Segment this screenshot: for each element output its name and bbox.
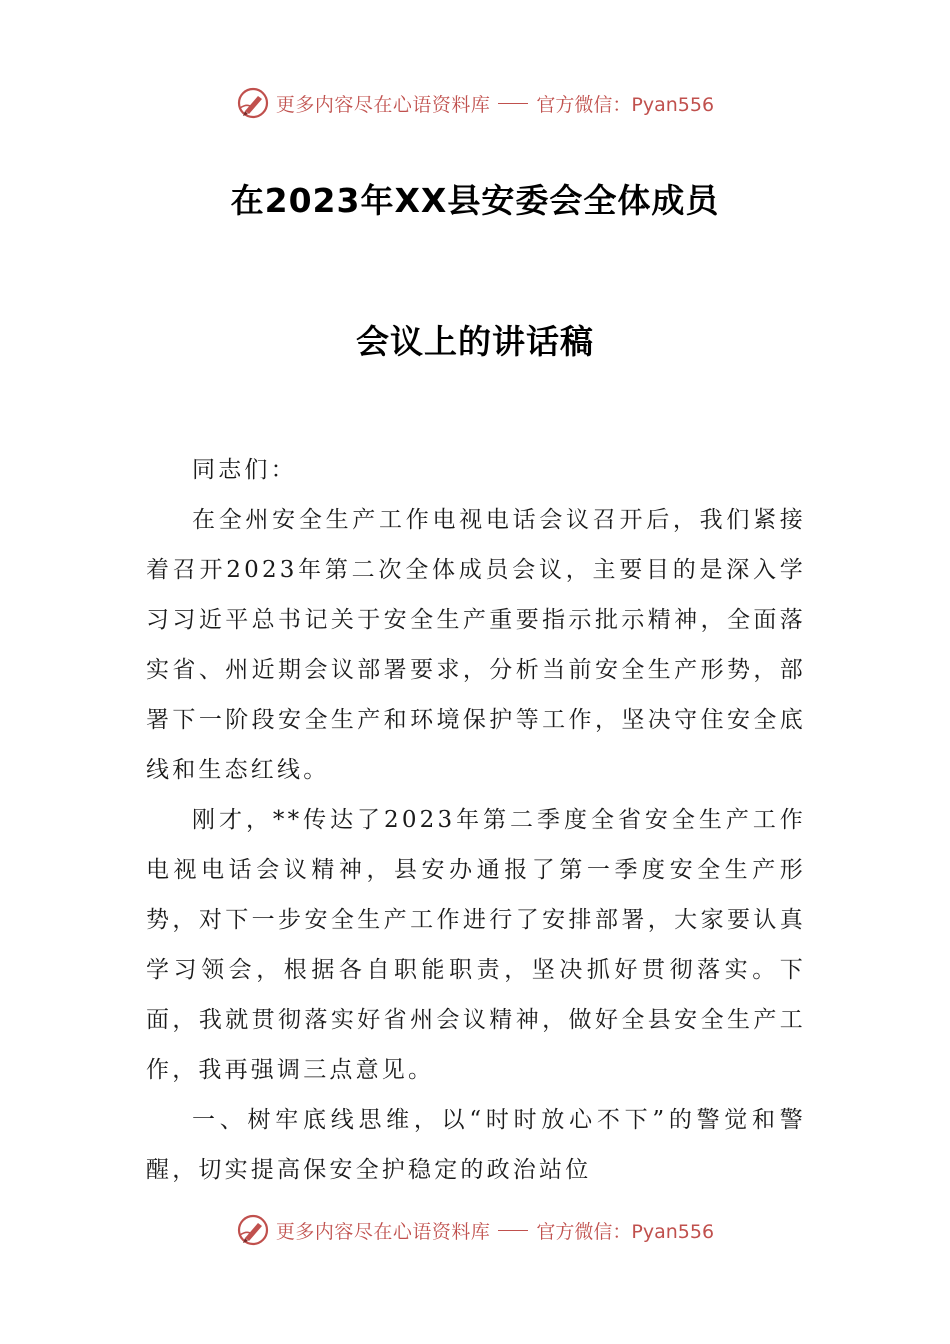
document-body xyxy=(146,445,806,1195)
paragraph: 刚才，**传达了2023年第二季度全省安全生产工作电视电话会议精神，县安办通报了第一季度安全生产形势，对下一步安全生产工作进行了安排部署，大家要认真学习领会，根据各自职能职责，坚决抓好贯彻落实。下面，我就贯彻落实好省州会议精神，做好全县安全生产工作，我再强调三点意见。 xyxy=(146,807,806,1083)
footer-watermark xyxy=(0,1210,950,1250)
pen-logo-icon xyxy=(236,86,270,120)
watermark-dash xyxy=(498,103,528,104)
watermark-contact: 官方微信：Pyan556 xyxy=(536,1220,715,1243)
paragraph: 在全州安全生产工作电视电话会议召开后，我们紧接着召开2023年第二次全体成员会议，主要目的是深入学习习近平总书记关于安全生产重要指示批示精神，全面落实省、州近期会议部署要求，分析当前安全生产形势，部署下一阶段安全生产和环境保护等工作，坚决守住安全底线和生态红线。 xyxy=(146,507,806,783)
watermark-dash xyxy=(498,1230,528,1231)
document-title-line-1: 在2023年XX县安委会全体成员 xyxy=(230,181,720,220)
watermark-text: 更多内容尽在心语资料库 xyxy=(275,1220,491,1243)
pen-logo-icon xyxy=(236,1213,270,1247)
salutation: 同志们： xyxy=(192,457,297,483)
watermark-contact: 官方微信：Pyan556 xyxy=(536,93,715,116)
section-heading: 一、树牢底线思维，以“时时放心不下”的警觉和警醒，切实提高保安全护稳定的政治站位 xyxy=(146,1107,806,1183)
watermark-text: 更多内容尽在心语资料库 xyxy=(275,93,491,116)
document-title-line-2: 会议上的讲话稿 xyxy=(356,322,594,361)
header-watermark xyxy=(0,83,950,123)
